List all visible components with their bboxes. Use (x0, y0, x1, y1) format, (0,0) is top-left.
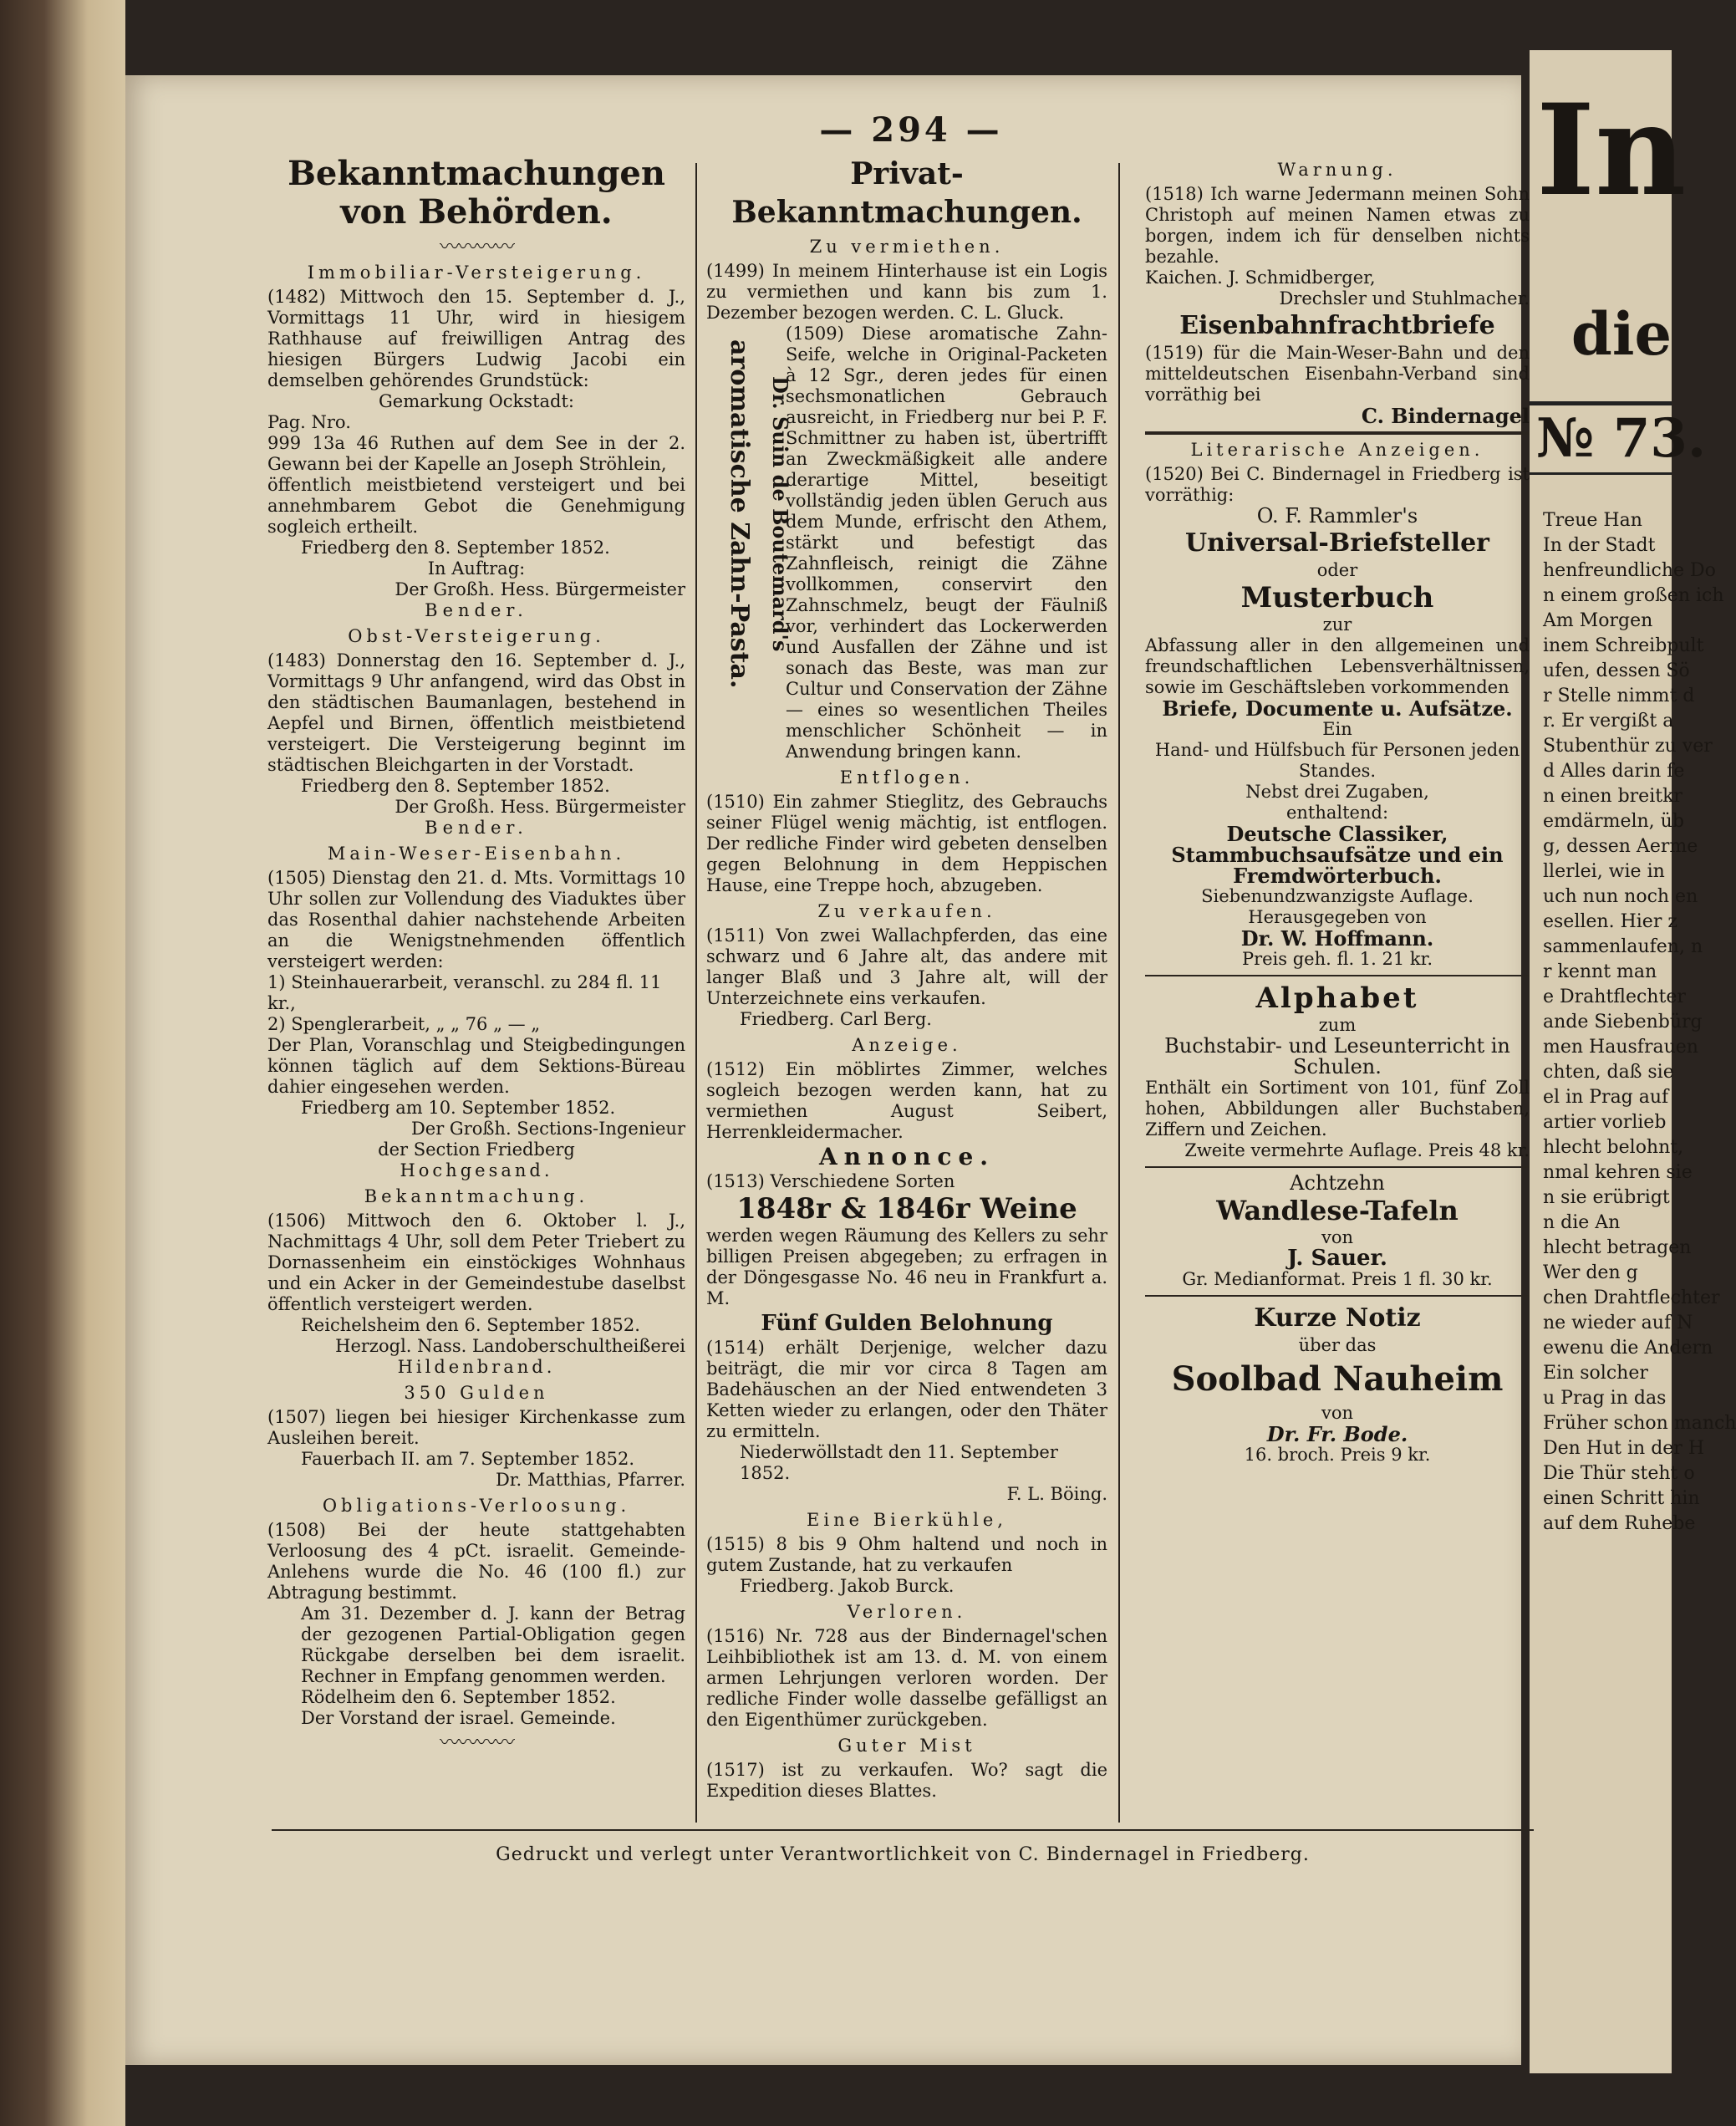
right-page-line: u Prag in das (1543, 1388, 1667, 1409)
notice-text: (1508) Bei der heute stattgehabten Verloosung des 4 pCt. israelit. Gemeinde-Anlehens wurde die No. 46 (100 fl.) zur Abtragung bestimmt. (267, 1520, 685, 1603)
reward-title: Fünf Gulden Belohnung (761, 1311, 1053, 1336)
right-page-line: ande Siebenbürg (1543, 1012, 1703, 1032)
notice-text: (1517) ist zu verkaufen. Wo? sagt die Expedition dieses Blattes. (706, 1760, 1107, 1801)
book-line: Hand- und Hülfsbuch für Personen jeden Standes. (1154, 740, 1520, 781)
notice-signature: C. Bindernagel (1361, 404, 1530, 428)
right-page-line: n einen breitkr (1543, 786, 1683, 807)
book-edge (0, 0, 125, 2126)
right-page-line: esellen. Hier z (1543, 911, 1677, 932)
book-title: Musterbuch (1240, 581, 1434, 614)
right-page-line: ewenu die Andern (1543, 1338, 1713, 1359)
right-page-line: men Hausfrauen (1543, 1037, 1698, 1058)
right-page-line: inem Schreibpult (1543, 635, 1704, 656)
right-page-line: r. Er vergißt a (1543, 711, 1674, 732)
notice-signature: Hochgesand. (400, 1160, 553, 1180)
book-editor: Dr. W. Hoffmann. (1240, 926, 1434, 951)
notice-signature: Bender. (425, 818, 528, 838)
notice-heading: Bekanntmachung. (364, 1186, 589, 1206)
notice-text: öffentlich meistbietend versteigert und bei annehmbarem Gebot die Genehmigung sogleich ertheilt. (267, 475, 685, 537)
imprint-footer: Gedruckt und verlegt unter Verantwortlichkeit von C. Bindernagel in Friedberg. (496, 1844, 1310, 1865)
right-page-line: ne wieder auf N (1543, 1313, 1693, 1333)
right-page-line: Ein solcher (1543, 1363, 1648, 1384)
right-page-line: r Stelle nimmt d (1543, 686, 1695, 706)
right-page-line: uch nun noch en (1543, 886, 1698, 907)
notice-signature: Herzogl. Nass. Landoberschultheißerei (335, 1336, 685, 1356)
notice-heading: Zu vermiethen. (809, 237, 1005, 257)
right-page-line: Treue Han (1543, 510, 1642, 531)
toothpaste-ad (706, 324, 1107, 762)
right-page-number: № 73. (1530, 401, 1672, 475)
book-price: Preis geh. fl. 1. 21 kr. (1241, 949, 1433, 969)
column-rule (695, 163, 697, 1823)
notice-text: (1507) liegen bei hiesiger Kirchenkasse zum Ausleihen bereit. (267, 1407, 685, 1448)
right-page-line: hlecht betragen (1543, 1237, 1692, 1258)
notice-line: Gemarkung Ockstadt: (379, 391, 574, 411)
notice-heading: Zu verkaufen. (817, 901, 996, 921)
right-page-line: llerlei, wie in (1543, 861, 1665, 882)
notice-heading: Obst-Versteigerung. (348, 626, 605, 646)
right-page-line: sammenlaufen, n (1543, 936, 1703, 957)
right-page-line: emdärmeln, üb (1543, 811, 1684, 832)
book-line: zum (1318, 1015, 1357, 1035)
notice-text: (1505) Dienstag den 21. d. Mts. Vormittags 10 Uhr sollen zur Vollendung des Viaduktes über das Rosenthal dahier nachstehende Arbeiten an die Wenigstnehmenden öffentlich versteigert werden: (267, 868, 685, 971)
wine-title: 1848r & 1846r Weine (736, 1192, 1077, 1226)
notice-heading: Eine Bierkühle, (807, 1510, 1007, 1530)
column-rule (1118, 163, 1120, 1823)
notice-text: (1512) Ein möblirtes Zimmer, welches sogleich bezogen werden kann, hat zu vermiethen August Seibert, Herrenkleidermacher. (706, 1059, 1107, 1142)
notice-date: Niederwöllstadt den 11. September 1852. (740, 1442, 1058, 1483)
book-price: 16. broch. Preis 9 kr. (1244, 1445, 1431, 1465)
notice-line: 1) Steinhauerarbeit, veranschl. zu 284 fl. 11 kr., (267, 972, 662, 1013)
right-page-line: g, dessen Aerme (1543, 836, 1698, 857)
section-title: Privat-Bekanntmachungen. (731, 156, 1082, 230)
notice-signature: In Auftrag: (427, 558, 526, 579)
right-page-line: nmal kehren sie (1543, 1162, 1693, 1183)
book-price: Gr. Medianformat. Preis 1 fl. 30 kr. (1182, 1269, 1493, 1289)
notice-text: (1506) Mittwoch den 6. Oktober l. J., Nachmittags 4 Uhr, soll dem Peter Triebert zu Dornassenheim ein einstöckiges Wohnhaus und ein Acker in der Gemeindestube daselbst öffentlich versteigert werden. (267, 1211, 685, 1314)
right-page-line: In der Stadt (1543, 535, 1656, 556)
notice-signature: der Section Friedberg (378, 1139, 575, 1160)
book-line: oder (1316, 560, 1358, 580)
notice-signature: Bender. (425, 600, 528, 620)
notice-date: Rödelheim den 6. September 1852. (301, 1687, 616, 1707)
notice-heading: 350 Gulden (404, 1383, 549, 1403)
notice-text: (1516) Nr. 728 aus der Bindernagel'schen Leihbibliothek ist am 13. d. M. von einem armen Lehrjungen verloren worden. Der redliche Finder wolle dasselbe gefälligst an den Eigenthümer zurückgeben. (706, 1626, 1107, 1730)
right-page-line: Am Morgen (1543, 610, 1653, 631)
side-ad-line: Dr. Suin de Boutemard's (768, 376, 792, 652)
notice-heading: Immobiliar-Versteigerung. (307, 263, 646, 283)
annonce-title: Annonce. (818, 1143, 995, 1170)
notice-text: (1510) Ein zahmer Stieglitz, des Gebrauchs seiner Flügel wenig mächtig, ist entflogen. Der redliche Finder wird gebeten denselben gegen Belohnung in dem Heppischen Hause, eine Treppe hoch, abzugeben. (706, 792, 1107, 895)
notice-text: (1520) Bei C. Bindernagel in Friedberg ist vorräthig: (1145, 464, 1530, 505)
right-page-line: artier vorlieb (1543, 1112, 1667, 1133)
right-page-line: chen Drahtflechter (1543, 1287, 1720, 1308)
notice-signature: Friedberg. Carl Berg. (740, 1009, 932, 1029)
right-page-line: Früher schon manch (1543, 1413, 1736, 1434)
right-page-line: Die Thür steht o (1543, 1463, 1695, 1484)
notice-text: (1499) In meinem Hinterhause ist ein Logis zu vermiethen und kann bis zum 1. Dezember bezogen werden. C. L. Gluck. (706, 261, 1107, 323)
notice-text: (1515) 8 bis 9 Ohm haltend und noch in gutem Zustande, hat zu verkaufen (706, 1534, 1107, 1575)
notice-signature: F. L. Böing. (1006, 1484, 1107, 1504)
book-author: Dr. Fr. Bode. (1266, 1422, 1408, 1446)
book-title: Universal-Briefsteller (1185, 528, 1489, 558)
notice-signature: Friedberg. Jakob Burck. (740, 1576, 955, 1596)
notice-signature: Drechsler und Stuhlmacher. (1279, 288, 1530, 308)
notice-date: Friedberg den 8. September 1852. (301, 538, 610, 558)
ornament: 〰〰〰〰 (440, 1731, 513, 1754)
column-authorities (267, 155, 685, 1756)
right-page-die: die (1571, 299, 1672, 369)
book-author: J. Sauer. (1287, 1246, 1387, 1271)
divider (1145, 975, 1530, 976)
notice-text: (1518) Ich warne Jedermann meinen Sohn Christoph auf meinen Namen etwas zu borgen, indem ich für denselben nichts bezahle. (1145, 184, 1530, 267)
notice-date: Fauerbach II. am 7. September 1852. (301, 1449, 635, 1469)
notice-line: 2) Spenglerarbeit, „ „ 76 „ — „ (267, 1014, 541, 1034)
right-page-title: In (1536, 77, 1687, 224)
page-number: — 294 — (819, 110, 1003, 150)
book-line: enthaltend: (1285, 803, 1389, 823)
right-page-lines (1530, 508, 1736, 1537)
book-line: zur (1322, 614, 1352, 635)
book-title: Soolbad Nauheim (1171, 1359, 1504, 1399)
footer-rule (272, 1829, 1534, 1831)
divider (1145, 1166, 1530, 1168)
ornament: 〰〰〰〰 (440, 235, 513, 258)
notice-heading: Literarische Anzeigen. (1190, 440, 1484, 460)
notice-heading: Entflogen. (839, 767, 975, 788)
book-line: Achtzehn (1290, 1171, 1385, 1195)
right-page-line: d Alles darin fe (1543, 761, 1685, 782)
notice-line: (1513) Verschiedene Sorten (706, 1171, 955, 1191)
notice-text: (1519) für die Main-Weser-Bahn und den mitteldeutschen Eisenbahn-Verband sind vorräthig bei (1145, 343, 1530, 405)
column-private (706, 155, 1107, 1802)
right-page-line: henfreundliche Do (1543, 560, 1716, 581)
book-title: Deutsche Classiker, Stammbuchsaufsätze und ein Fremdwörterbuch. (1171, 822, 1504, 888)
right-page-line: el in Prag auf (1543, 1087, 1669, 1108)
divider (1145, 431, 1530, 435)
right-page-line: auf dem Ruhebe (1543, 1513, 1696, 1534)
notice-date: Friedberg am 10. September 1852. (301, 1098, 616, 1118)
book-line: von (1321, 1403, 1354, 1423)
notice-signature: Der Großh. Hess. Bürgermeister (395, 579, 685, 599)
right-page-line: n die An (1543, 1212, 1621, 1233)
notice-date: Friedberg den 8. September 1852. (301, 776, 610, 796)
notice-signature: Der Großh. Hess. Bürgermeister (395, 797, 685, 817)
notice-signature: Dr. Matthias, Pfarrer. (495, 1470, 685, 1490)
notice-text: (1509) Diese aromatische Zahn-Seife, welche in Original-Packeten à 12 Sgr., deren jedes für einen sechsmonatlichen Gebrauch ausreicht, in Friedberg nur bei P. F. Schmittner zu haben ist, übertrifft an Zweckmäßigkeit alle andere derartige Mittel, beseitigt vollständig jeden üblen Geruch aus dem Munde, erfrischt den Athem, stärkt und befestigt das Zahnfleisch, reinigt die Zähne vollkommen, conservirt den Zahnschmelz, beugt der Fäulniß vor, verhindert das Lockerwerden und Ausfallen der Zähne und ist sonach das Beste, was man zur Cultur und Conservation der Zähne — eines so wesentlichen Theiles menschlicher Schönheit — in Anwendung bringen kann. (786, 324, 1107, 762)
right-page-line: n sie erübrigt (1543, 1187, 1670, 1208)
right-page-line: einen Schritt hin (1543, 1488, 1700, 1509)
section-title: Bekanntmachungen von Behörden. (288, 154, 665, 232)
notice-text: Enthält ein Sortiment von 101, fünf Zoll hohen, Abbildungen aller Buchstaben, Ziffern und Zeichen. (1145, 1078, 1530, 1139)
book-line: Ein (1322, 719, 1352, 739)
book-author: O. F. Rammler's (1256, 504, 1418, 528)
right-page-line: Wer den g (1543, 1262, 1638, 1283)
notice-line: Pag. Nro. (267, 412, 351, 432)
notice-signature: Der Vorstand der israel. Gemeinde. (301, 1708, 616, 1728)
notice-heading: Warnung. (1277, 160, 1397, 180)
notice-text: (1483) Donnerstag den 16. September d. J., Vormittags 9 Uhr anfangend, wird das Obst in den städtischen Baumanlagen, bestehend in Aepfel und Birnen, öffentlich meistbietend versteigert. Die Versteigerung beginnt im städtischen Bleichgarten in der Vorstadt. (267, 650, 685, 775)
freight-title: Eisenbahnfrachtbriefe (1179, 311, 1495, 340)
notice-text: Am 31. Dezember d. J. kann der Betrag der gezogenen Partial-Obligation gegen Rückgabe derselben bei dem israelit. Rechner in Empfang genommen werden. (301, 1603, 685, 1686)
book-line: über das (1298, 1335, 1377, 1355)
notice-text: (1482) Mittwoch den 15. September d. J., Vormittags 11 Uhr, wird in hiesigem Rathhause auf freiwilligen Antrag des hiesigen Bürgers Ludwig Jacobi ein demselben gehörendes Grundstück: (267, 287, 685, 390)
book-line: von (1321, 1227, 1354, 1247)
right-page-line: Den Hut in der H (1543, 1438, 1705, 1459)
book-line: Siebenundzwanzigste Auflage. (1201, 886, 1474, 906)
side-ad-line: aromatische Zahn-Pasta. (725, 339, 754, 689)
notice-text: (1514) erhält Derjenige, welcher dazu beiträgt, die mir vor circa 8 Tagen am Badehäuschen an der Nied entwendeten 3 Ketten wieder zu erlangen, oder den Thäter zu ermitteln. (706, 1338, 1107, 1441)
book-line: Nebst drei Zugaben, (1245, 782, 1429, 802)
book-price: Zweite vermehrte Auflage. Preis 48 kr. (1184, 1140, 1530, 1160)
right-page-line: ufen, dessen Sö (1543, 660, 1690, 681)
book-line: Herausgegeben von (1248, 907, 1427, 927)
notice-heading: Verloren. (847, 1602, 967, 1622)
notice-signature: Hildenbrand. (397, 1357, 556, 1377)
book-title: Wandlese-Tafeln (1216, 1195, 1459, 1226)
right-page-line: chten, daß sie (1543, 1062, 1674, 1083)
notice-text: 999 13a 46 Ruthen auf dem See in der 2. Gewann bei der Kapelle an Joseph Ströhlein, (267, 433, 685, 474)
notice-heading: Anzeige. (852, 1035, 962, 1055)
notice-heading: Guter Mist (837, 1736, 976, 1756)
right-page-line: hlecht belohnt, (1543, 1137, 1684, 1158)
notice-text: (1511) Von zwei Wallachpferden, das eine schwarz und 6 Jahre alt, das andere mit langer Blaß und 3 Jahre alt, will der Unterzeichnete eins verkaufen. (706, 925, 1107, 1008)
book-title: Kurze Notiz (1254, 1303, 1421, 1333)
right-page-line: r kennt man (1543, 961, 1657, 982)
notice-signature: Kaichen. J. Schmidberger, (1145, 268, 1376, 288)
right-page-line: Stubenthür zu ver (1543, 736, 1713, 757)
notice-text: Der Plan, Voranschlag und Steigbedingungen können täglich auf dem Sektions-Büreau dahier eingesehen werden. (267, 1035, 685, 1097)
notice-signature: Der Großh. Sections-Ingenieur (410, 1119, 685, 1139)
right-page-line: n einem großen ich (1543, 585, 1724, 606)
column-literary (1145, 155, 1530, 1466)
notice-heading: Main-Weser-Eisenbahn. (327, 844, 626, 864)
notice-heading: Obligations-Verloosung. (322, 1496, 631, 1516)
notice-text: Abfassung aller in den allgemeinen und freundschaftlichen Lebensverhältnissen, sowie im Geschäftsleben vorkommenden (1145, 635, 1530, 697)
book-title: Alphabet (1255, 981, 1419, 1015)
book-line: Buchstabir- und Leseunterricht in Schulen. (1164, 1034, 1510, 1078)
right-page-line: e Drahtflechter (1543, 987, 1686, 1007)
notice-date: Reichelsheim den 6. September 1852. (301, 1315, 640, 1335)
book-title: Briefe, Documente u. Aufsätze. (1162, 696, 1513, 721)
notice-text: werden wegen Räumung des Kellers zu sehr billigen Preisen abgegeben; zu erfragen in der Döngesgasse No. 46 neu in Frankfurt a. M. (706, 1226, 1107, 1308)
divider (1145, 1295, 1530, 1297)
right-page (1530, 50, 1736, 2073)
